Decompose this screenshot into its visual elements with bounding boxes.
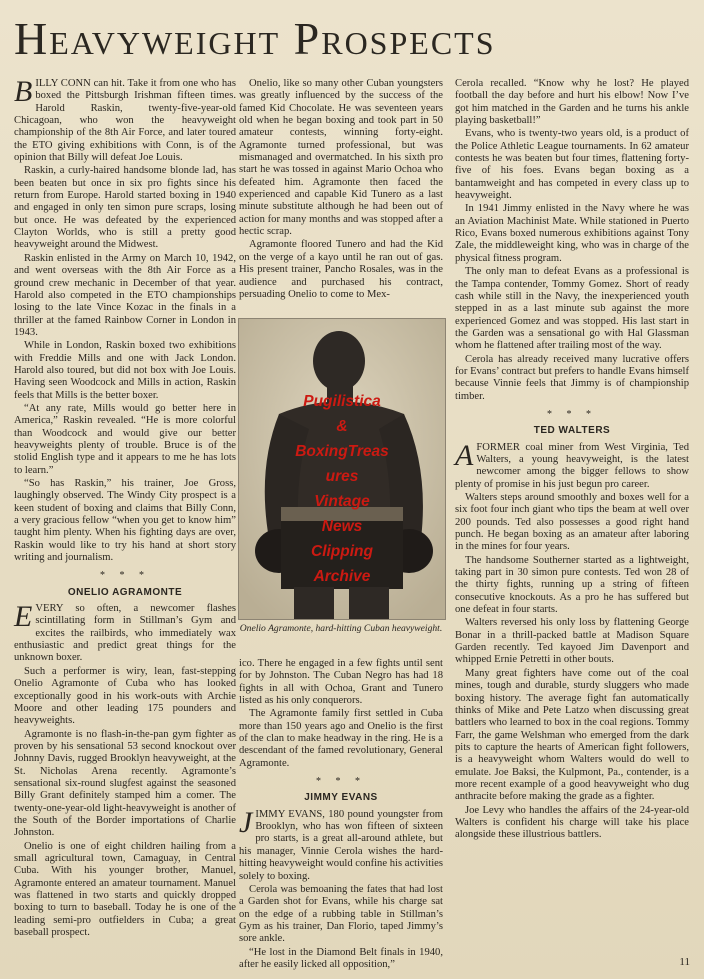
paragraph: “So has Raskin,” his trainer, Joe Gross, laughingly observed. The Windy City prospect is a keen student of boxing and claims that Billy Conn, a very gracious fellow “when you get to know him” taught him plenty. When his fighting days are over, Raskin would like to try his hand at short story writing and journalism. <box>14 478 236 564</box>
column-2-bottom <box>239 658 443 970</box>
watermark-line: News <box>321 518 363 535</box>
paragraph: Onelio, like so many other Cuban youngsters was greatly influenced by the success of the famed Kid Chocolate. He was seventeen years old when he began boxing and took part in 50 amateur contests, winning forty-eight. Agramonte turned professional, but was mismanaged and overmatched. In his sixth pro start he was tossed in against Mario Ochoa who defeated him. Agramonte then faced the experienced and capable Kid Tunero as a last minute substitute although he had been out of action for many months and was stopped after a hectic scrap. <box>239 78 443 238</box>
paragraph: Joe Levy who handles the affairs of the 24-year-old Walters is confident his charge will take his place alongside these illustrious battlers. <box>455 804 689 841</box>
section-divider: * * * <box>547 408 597 420</box>
paragraph: Agramonte floored Tunero and had the Kid on the verge of a kayo until he ran out of gas. His present trainer, Pancho Rosales, was in the audience and purchased his contract, persuading Onelio to come to Mex- <box>239 239 443 300</box>
paragraph: Such a performer is wiry, lean, fast-stepping Onelio Agramonte of Cuba who has looked exceptionally good in his work-outs with Archie Moore and other leading 175 pounders and heavyweights. <box>14 665 236 727</box>
watermark-line: & <box>336 418 348 435</box>
paragraph: Walters reversed his only loss by flattening George Bonar in a thrill-packed battle at Madison Square Garden recently. Ted kayoed Jim Davenport and whipped Ernie Petretti in other bouts. <box>455 617 689 666</box>
paragraph <box>14 600 236 665</box>
paragraph <box>239 805 443 883</box>
column-1 <box>14 75 236 958</box>
paragraph: Evans, who is twenty-two years old, is a product of the Police Athletic League tournaments. In 62 amateur contests he was beaten but four times, flattening forty-five of his foes. Evans began boxing as a bantamweight and has competed in every class up to heavyweight. <box>455 128 689 202</box>
section-heading: ONELIO AGRAMONTE <box>67 586 183 598</box>
section-divider: * * * <box>316 776 366 788</box>
photo-caption: Onelio Agramonte, hard-hitting Cuban heavyweight. <box>239 623 443 634</box>
section-divider: * * * <box>100 570 150 582</box>
paragraph: Raskin, a curly-haired handsome blonde lad, has been beaten but once in six pro fights since his return from Europe. Harold started boxing in 1940 and engaged in only ten simon pure scraps, losing but once. He was defeated by the experienced Clayton Worlds, who is still a pretty good heavyweight around the Midwest. <box>14 165 236 251</box>
paragraph: Onelio is one of eight children hailing from a small agricultural town, Camaguay, in Central Cuba. With his younger brother, Manuel, Agramonte entered an amateur tournament. Manuel was flattened in two starts and quickly dropped boxing to turn to baseball. Today he is one of the leading semi-pro outfielders in Cuba; a great baseball prospect. <box>14 840 236 939</box>
paragraph: Cerola was bemoaning the fates that had lost a Garden shot for Evans, while his charge sat on the edge of a rubbing table in Stillman’s Gym as his trainer, Dan Florio, taped Jimmy’s sore ankle. <box>239 883 443 945</box>
paragraph: “He lost in the Diamond Belt finals in 1940, after he easily licked all opposition,” <box>239 946 443 970</box>
drop-cap: J <box>239 805 253 839</box>
watermark-text <box>239 389 445 589</box>
paragraph: Many great fighters have come out of the coal mines, tough and durable, sturdy sluggers who made boxing history. The average fight fan automatically thinks of Mike and Pete Latzo when discussing great battlers who learned to box in the coal regions. Tommy Farr, the game Welshman who emerged from the dark pits to capture the hearts of American fight followers, is a heavyweight whom Walters would do well to emulate. Joe Baksi, the Kulpmont, Pa., contender, is a more recent example of a good heavyweight who dug anthracite before making the grade as a fighter. <box>455 667 689 803</box>
watermark-line: Pugilistica <box>303 393 381 410</box>
photo-block <box>238 318 444 655</box>
paragraph: Agramonte is no flash-in-the-pan gym fighter as proven by his sensational 53 second knockout over Johnny Davis, rugged Brooklyn heavyweight, at the St. Nicholas Arena recently. Agramonte’s sensational six-round slugfest against the seasoned Billy Grant definitely stamped him a comer. The twenty-one-year-old light-heavyweight is another of the South of the Border importations of Charlie Johnston. <box>14 728 236 839</box>
watermark-line: BoxingTreas <box>295 443 389 460</box>
watermark-line: Clipping <box>311 543 373 560</box>
page-number: 11 <box>679 956 690 968</box>
watermark-line: ures <box>325 468 359 485</box>
paragraph-text: IMMY EVANS, 180 pound youngster from Brooklyn, who has won fifteen of sixteen pro starts, is a great all-around athlete, but his manager, Vinnie Cerola wishes the hard-hitting heavyweight would confine his activities solely to boxing. <box>239 808 443 882</box>
paragraph: “At any rate, Mills would go better here in America,” Raskin revealed. “He is more colorful than Woodcock and would give our better heavyweights plenty of trouble. Bruce is of the stolid English type and it appears to me he has lots to learn.” <box>14 402 236 476</box>
paragraph <box>455 438 689 491</box>
drop-cap: E <box>14 600 33 634</box>
paragraph-text: VERY so often, a newcomer flashes scintillating form in Stillman’s Gym and excites the railbirds, who immediately wax enthusiastic and predict great things for the unknown boxer. <box>14 603 236 664</box>
paragraph: Cerola recalled. “Know why he lost? He played football the day before and hurt his elbow! Now I’ve got him matched in the Garden and he turns his ankle playing basketball!” <box>455 78 689 127</box>
drop-cap: A <box>455 438 474 472</box>
paragraph: Cerola has already received many lucrative offers for Evans’ contract but prefers to handle Evans himself because Vinnie feels that Jimmy is of championship timber. <box>455 353 689 402</box>
paragraph-text: ILLY CONN can hit. Take it from one who has boxed the Pittsburgh Irishman fifteen times. Harold Raskin, twenty-five-year-old Chicagoan, who won the heavyweight championship of the 8th Air Force, and later toured the ETO giving exhibitions with Conn, is of the opinion that Billy will defeat Joe Louis. <box>14 78 236 164</box>
paragraph: The only man to defeat Evans as a professional is the Tampa contender, Tommy Gomez. Short of ready cash while still in the Navy, the inexperienced youth stepped in as a last minute sub against the more experienced Gomez and was stopped. His last start in the Garden was a sensational go with Hal Glassman whom he flattened after trailing most of the way. <box>455 266 689 352</box>
boxer-photo <box>238 318 446 620</box>
paragraph: The handsome Southerner started as a lightweight, taking part in 30 simon pure contests. Ted won 28 of the thirty fights, running up a string of fifteen consecutive knockouts. As a pro he has suffered but one defeat in four starts. <box>455 554 689 616</box>
column-2-top <box>239 78 443 318</box>
watermark-line: Archive <box>313 568 371 585</box>
paragraph: ico. There he engaged in a few fights until sent for by Johnston. The Cuban Negro has had 18 fights in all with Ochoa, Grant and Tunero listed as his only conquerors. <box>239 658 443 707</box>
paragraph: In 1941 Jimmy enlisted in the Navy where he was an Aviation Machinist Mate. While stationed in Puerto Rico, Evans boxed numerous exhibitions against Tony Zale, the middleweight king, who was in charge of the physical fitness program. <box>455 203 689 264</box>
watermark-line: Vintage <box>314 493 370 510</box>
section-heading: TED WALTERS <box>533 425 611 437</box>
paragraph: The Agramonte family first settled in Cuba more than 150 years ago and Onelio is the first of the clan to make headway in the ring. He is a descendant of the famed revolutionary, General Agramonte. <box>239 708 443 769</box>
paragraph <box>14 75 236 164</box>
paragraph-text: FORMER coal miner from West Virginia, Ted Walters, a young heavyweight, is the latest newcomer among the bigger fellows to show plenty of promise in his just begun pro career. <box>455 441 689 490</box>
paragraph: Walters steps around smoothly and boxes well for a six foot four inch giant who tips the beam at well over 200 pounds. Ted also possesses a good right hand punch. He began boxing as an amateur after laboring in the mines for four years. <box>455 492 689 553</box>
page-title: Heavyweight Prospects <box>14 13 496 64</box>
drop-cap: B <box>14 75 33 108</box>
paragraph: Raskin enlisted in the Army on March 10, 1942, and went overseas with the 8th Air Force as a ground crew mechanic in December of that year. Harold also competed in the ETO championships losing to the late Vince Kozac in the finals in a thriller at the famed Rainbow Corner in London in 1943. <box>14 252 236 338</box>
paragraph: While in London, Raskin boxed two exhibitions with Freddie Mills and one with Jack London. Harold also toured, but did not box with Joe Louis. Having seen Woodcock and Mills in action, Raskin feels that Mills is the better boxer. <box>14 340 236 401</box>
section-heading: JIMMY EVANS <box>304 792 378 804</box>
column-3 <box>455 78 689 958</box>
